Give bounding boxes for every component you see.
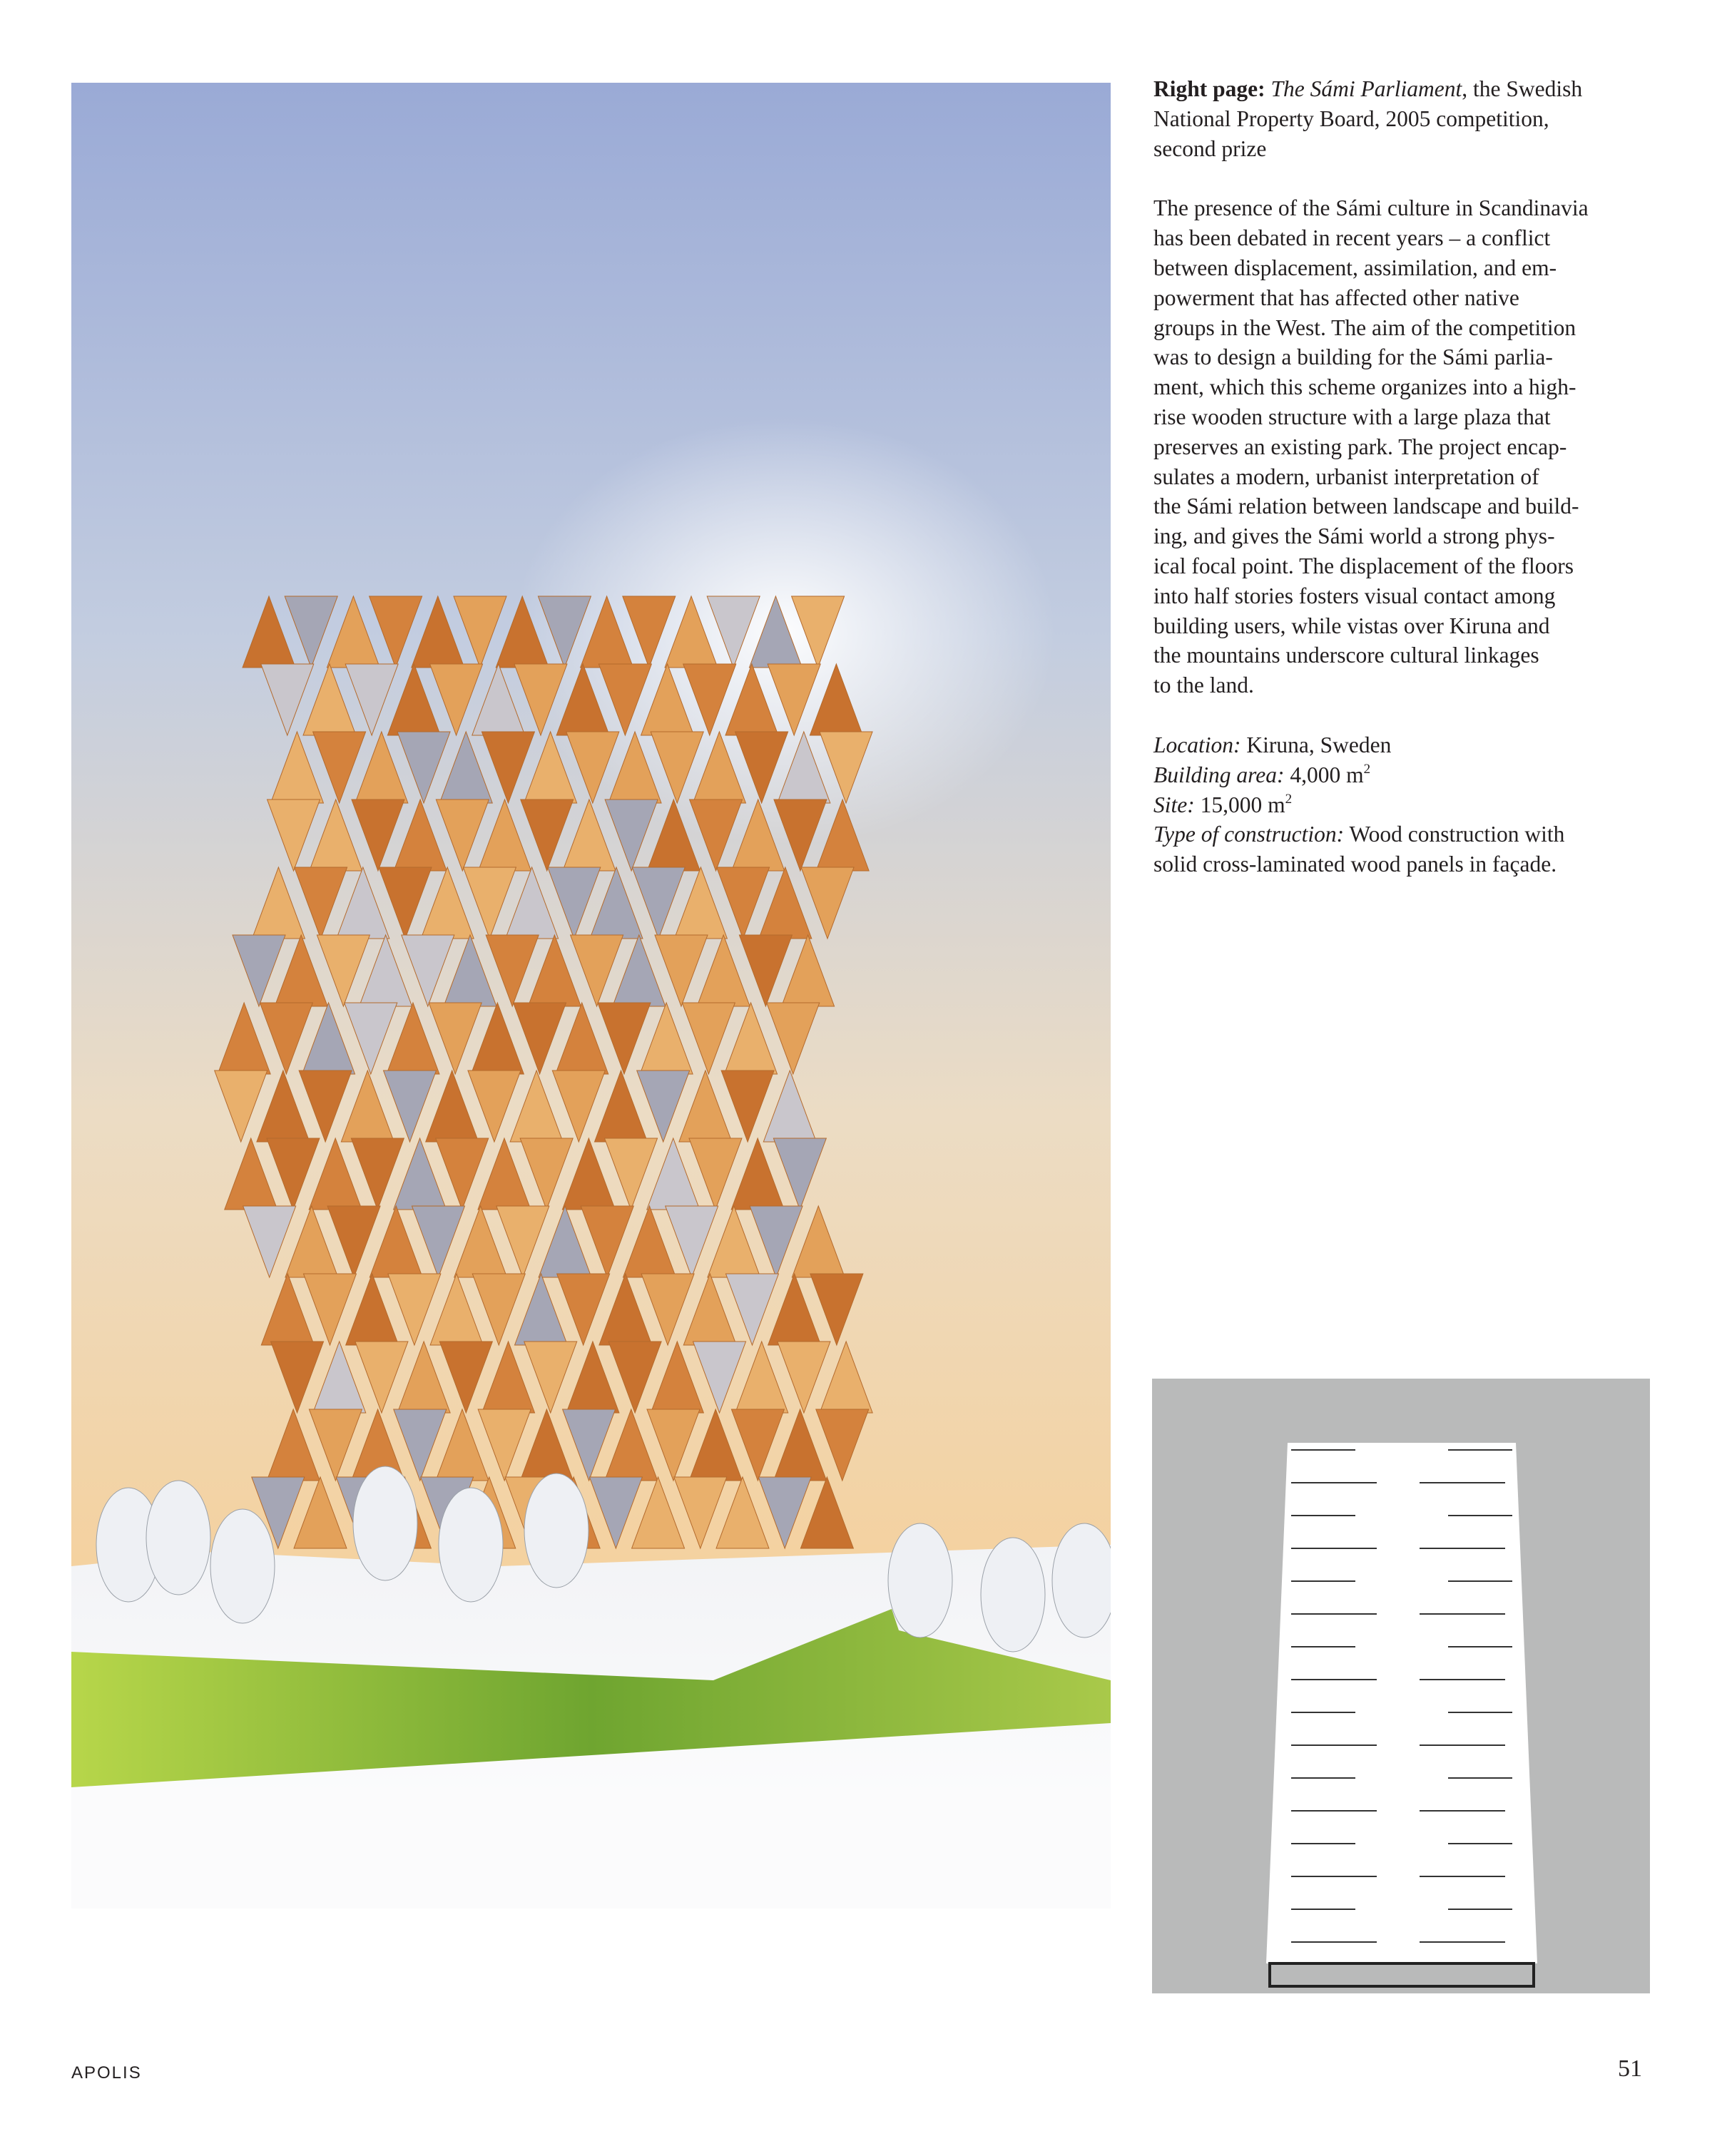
fact-value: 15,000 m — [1200, 792, 1285, 817]
body-line: The presence of the Sámi culture in Scandinavia — [1153, 195, 1589, 221]
fact-location — [1153, 730, 1667, 760]
fact-value: Kiruna, Sweden — [1246, 732, 1392, 757]
rendering-sami-parliament — [71, 83, 1111, 1909]
fact-label: Site: — [1153, 792, 1195, 817]
fact-site — [1153, 790, 1667, 820]
caption-lead: Right page: — [1153, 76, 1265, 101]
tree — [981, 1538, 1045, 1652]
fact-label: Type of construction: — [1153, 822, 1345, 847]
body-line: building users, while vistas over Kiruna and — [1153, 613, 1550, 638]
tree — [524, 1473, 589, 1588]
tree — [888, 1523, 952, 1638]
body-line: rise wooden structure with a large plaza that — [1153, 404, 1551, 429]
body-line: the mountains underscore cultural linkages — [1153, 643, 1539, 668]
tree — [146, 1481, 210, 1595]
caption-rest: , the Swedish — [1462, 76, 1583, 101]
caption-line-2: National Property Board, 2005 competition, — [1153, 106, 1549, 131]
body-line: ment, which this scheme organizes into a high- — [1153, 374, 1576, 400]
caption-line-3: second prize — [1153, 136, 1267, 161]
superscript: 2 — [1363, 761, 1371, 777]
body-line: between displacement, assimilation, and em- — [1153, 255, 1557, 280]
body-line: preserves an existing park. The project encap- — [1153, 434, 1567, 459]
body-line: groups in the West. The aim of the competition — [1153, 315, 1576, 340]
tree — [353, 1466, 417, 1580]
fact-value: 4,000 m — [1290, 762, 1364, 787]
tree — [1052, 1523, 1111, 1638]
fact-label: Location: — [1153, 732, 1241, 757]
tree — [210, 1509, 275, 1623]
caption-line-1 — [1153, 74, 1667, 104]
snow-foreground — [71, 1787, 1111, 1909]
page-number: 51 — [1618, 2055, 1642, 2082]
fact-construction-2: solid cross-laminated wood panels in façade. — [1153, 852, 1557, 877]
body-line: into half stories fosters visual contact among — [1153, 583, 1556, 608]
fact-value: Wood construction with — [1349, 822, 1565, 847]
tree — [439, 1488, 503, 1602]
publisher-name: APOLIS — [71, 2063, 142, 2083]
body-line: to the land. — [1153, 673, 1254, 698]
building-section-drawing — [1152, 1379, 1650, 1993]
body-line: has been debated in recent years – a conflict — [1153, 225, 1551, 251]
body-paragraph — [1153, 193, 1667, 700]
fact-label: Building area: — [1153, 762, 1285, 787]
body-line: the Sámi relation between landscape and build- — [1153, 494, 1579, 519]
superscript: 2 — [1285, 791, 1293, 807]
body-line: was to design a building for the Sámi parlia- — [1153, 344, 1553, 370]
body-line: ing, and gives the Sámi world a strong phys- — [1153, 523, 1555, 549]
text-column — [1153, 74, 1667, 879]
fact-building-area — [1153, 760, 1667, 790]
body-line: sulates a modern, urbanist interpretation of — [1153, 464, 1539, 489]
fact-construction — [1153, 819, 1667, 849]
body-line: powerment that has affected other native — [1153, 285, 1519, 310]
body-line: ical focal point. The displacement of the floors — [1153, 553, 1574, 578]
caption-title: The Sámi Parliament — [1270, 76, 1462, 101]
